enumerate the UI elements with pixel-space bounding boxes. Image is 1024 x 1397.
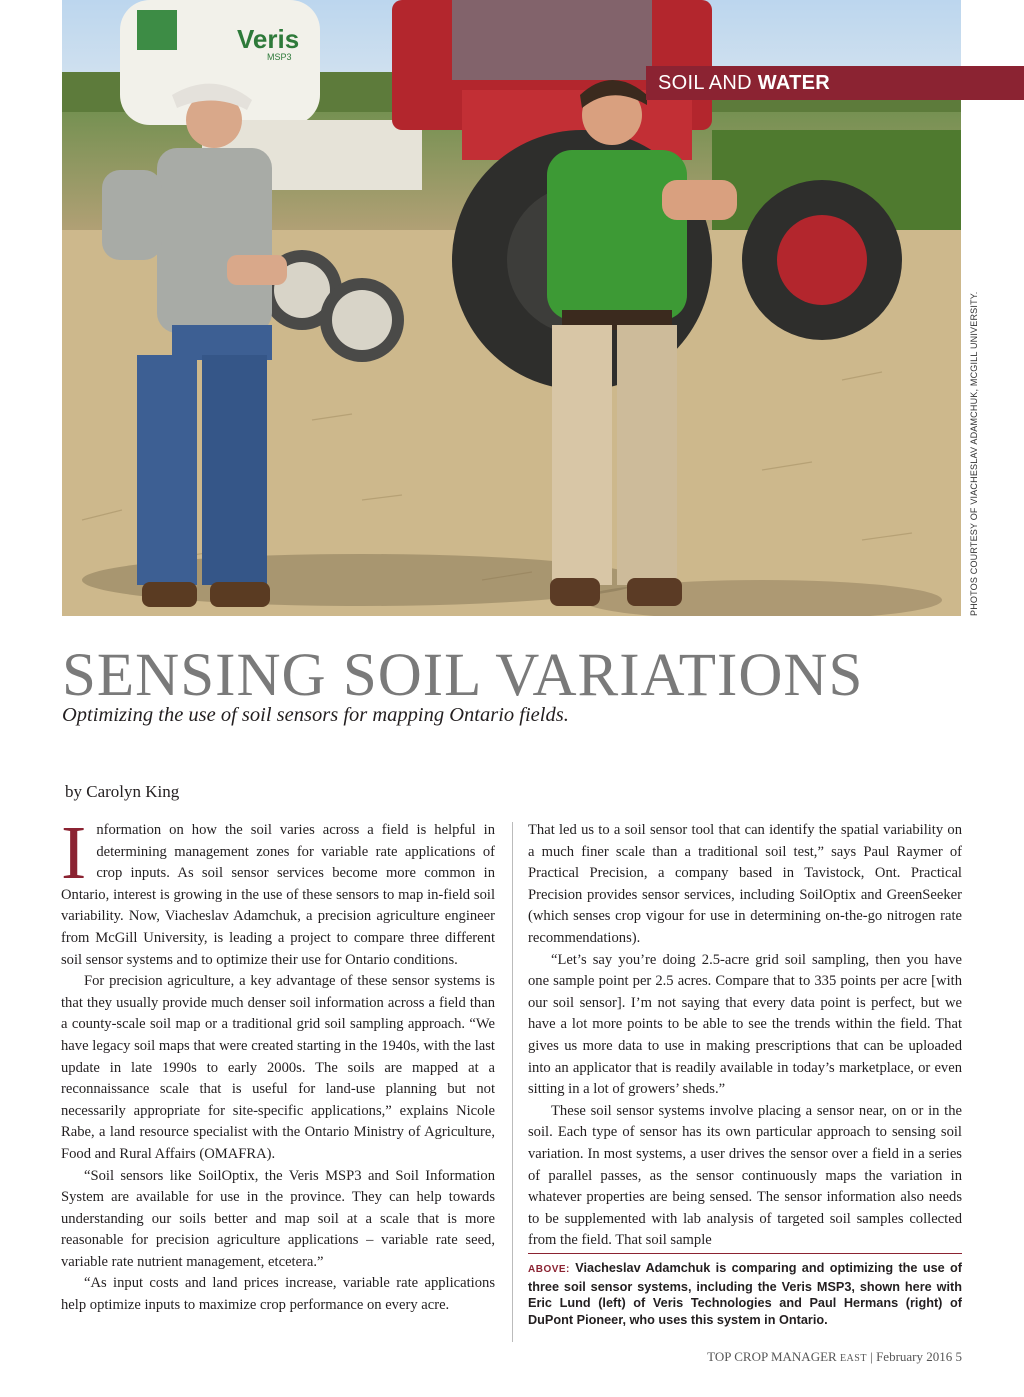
paragraph: Information on how the soil varies across a field is helpful in determining management zones for variable rate applications of crop inputs. As soil sensor services become more common in Ontario, interest is growing in the use of these sensors to map in-field soil variability. Now, Viacheslav Adamchuk, a precision agriculture engineer from McGill University, is leading a project to compare three different soil sensor systems and to optimize their use for Ontario conditions. bbox=[61, 811, 495, 968]
veris-logo: Veris bbox=[237, 24, 300, 54]
left-column bbox=[61, 811, 495, 1317]
article-title: SENSING SOIL VARIATIONS bbox=[62, 642, 864, 709]
section-tag-light: SOIL AND bbox=[658, 72, 752, 94]
issue-date: February 2016 bbox=[876, 1349, 953, 1364]
byline: by Carolyn King bbox=[65, 782, 180, 801]
caption-label: ABOVE: bbox=[528, 1264, 570, 1275]
caption-text: Viacheslav Adamchuk is comparing and optimizing the use of three soil sensor systems, including the Veris MSP3, shown here with Eric Lund (left) of Veris Technologies and Paul Hermans (right) of DuPont Pioneer, who uses this system in Ontario. bbox=[528, 1261, 962, 1327]
paragraph: “As input costs and land prices increase, variable rate applications help optimize inputs to maximize crop performance on every acre. bbox=[61, 1275, 495, 1314]
paragraph: “Soil sensors like SoilOptix, the Veris MSP3 and Soil Information System are available for use in the province. They can help towards understanding our soils better and map soil at a scale that is more reasonable for precision agriculture applications – variable rate seed, variable rate nutrient management, etcetera.” bbox=[61, 1167, 495, 1270]
paragraph: “Let’s say you’re doing 2.5-acre grid soil sampling, then you have one sample point per 2.5 acres. Compare that to 335 points per acre [with our soil sensor]. I’m not saying that every data point is perfect, but we have a lot more points to be able to see the trends within the field. That gives us more data to use in making prescriptions that can be uploaded into an applicator that is readily available in today’s marketplace, or even sitting in a lot of growers’ sheds.” bbox=[528, 951, 962, 1098]
section-tag-bold: WATER bbox=[757, 72, 831, 94]
article-subtitle: Optimizing the use of soil sensors for mapping Ontario fields. bbox=[62, 704, 569, 726]
right-column bbox=[528, 820, 962, 1252]
paragraph: These soil sensor systems involve placing a sensor near, on or in the soil. Each type of sensor has its own particular approach to sensing soil variation. In most systems, a user drives the sensor over a field in a series of parallel passes, as the sensor continuously maps the variation in whatever properties are being sensed. The sensor information also needs to be supplemented with lab analysis of targeted soil samples collected from the field. That soil sample bbox=[528, 1102, 962, 1249]
page-number: 5 bbox=[955, 1349, 962, 1364]
footer-separator: | bbox=[870, 1349, 873, 1364]
photo-caption bbox=[528, 1253, 962, 1328]
drop-cap: I bbox=[61, 811, 87, 895]
magazine-name: TOP CROP MANAGER bbox=[707, 1349, 837, 1364]
page-footer bbox=[700, 1349, 962, 1365]
msp3-label: MSP3 bbox=[267, 52, 292, 62]
paragraph: For precision agriculture, a key advantage of these sensor systems is that they usually provide much denser soil information across a field than a county-scale soil map or a traditional grid soil sampling approach. “We have legacy soil maps that were created starting in the 1940s, with the last update in late 1990s to early 2000s. The soils are mapped at a reconnaissance scale that is useful for land-use planning but not necessarily appropriate for site-specific applications,” explains Nicole Rabe, a land resource specialist with the Ontario Ministry of Agriculture, Food and Rural Affairs (OMAFRA). bbox=[61, 973, 495, 1162]
column-divider bbox=[512, 822, 513, 1342]
photo-credit: PHOTOS COURTESY OF VIACHESLAV ADAMCHUK, MCGILL UNIVERSITY. bbox=[969, 291, 979, 616]
section-tag bbox=[646, 66, 1024, 100]
edition-label: EAST bbox=[839, 1353, 867, 1364]
paragraph: That led us to a soil sensor tool that can identify the spatial variability on a much finer scale than a traditional soil test,” says Paul Raymer of Practical Precision, a company based in Tavistock, Ont. Practical Precision provides sensor services, including SoilOptix and GreenSeeker (which senses crop vigour for use in determining on-the-go nitrogen rate recommendations). bbox=[528, 822, 962, 946]
